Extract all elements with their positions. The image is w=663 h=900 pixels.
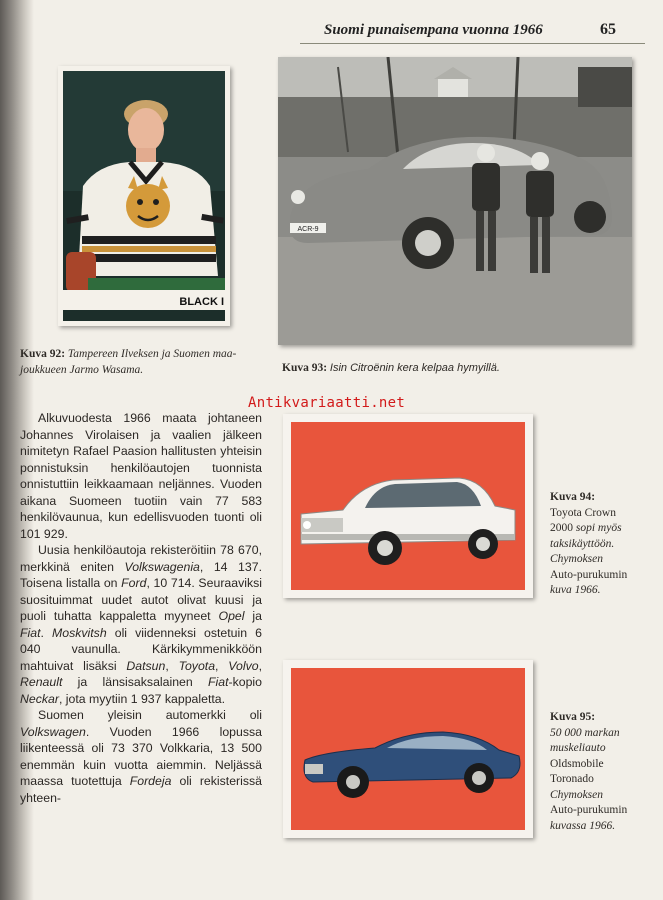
paragraph-2: Uusia henkilöautoja rekisteröitiin 78 670, merkkinä eniten Volkswagenia, 14 137. Toisena listalla on Ford, 10 714. Seuraaviksi suosituimmat uudet autot olivat kuusi ja puoli tuhatta kappaletta myyneet Opel ja Fiat. Moskvitsh oli viidenneksi ostetuin 6 040 vaunulla. Kärkikymmenikköön mahtuivat lisäksi Datsun, Toyota, Volvo, Renault ja länsisaksalainen Fiat-kopio Neckar, jota myytiin 1 937 kappaletta. [20,543,262,706]
caption-text: Isin Citroënin kera kelpaa hymyillä. [329,362,500,374]
license-plate: ACR-9 [297,226,319,233]
header-rule [300,43,645,44]
caption-kuva-93 [282,360,622,376]
body-text-column [20,410,262,806]
caption-label: Kuva 94: [550,491,596,503]
citroen-photo-illustration [278,57,632,345]
caption-kuva-92 [20,346,265,378]
card-toyota-crown [283,414,533,598]
caption-label: Kuva 93: [282,362,328,374]
caption-text: Tampereen Ilveksen ja Suomen maa-joukkueen Jarmo Wasama. [20,348,237,376]
caption-kuva-95: Kuva 95: 50 000 markan muskeliauto Oldsmobile Toronado Chymoksen Auto-purukumin kuvassa 1966. [550,710,650,834]
caption-label: Kuva 95: [550,711,596,723]
watermark-text: Antikvariaatti.net [248,395,406,411]
paragraph-3: Suomen yleisin automerkki oli Volkswagen. Vuoden 1966 lopussa liikenteessä oli 73 370 Volkkaria, 13 500 enemmän kuin vuotta aiemmin. Neljässä maassa tuotettuja Fordeja oli rekisterissä yhteen- [20,708,262,805]
hockey-player-illustration [58,66,230,326]
oldsmobile-toronado-illustration [283,660,533,838]
photo-hockey-player [58,66,230,326]
card-oldsmobile-toronado [283,660,533,838]
caption-label: Kuva 92: [20,348,66,360]
page-number: 65 [600,21,616,38]
running-title: Suomi punaisempana vuonna 1966 [324,22,543,38]
jersey-text: BLACK I [179,296,224,308]
photo-citroen-boys [278,57,632,345]
paragraph-1: Alkuvuodesta 1966 maata johtaneen Johannes Virolaisen ja vaalien jälkeen nimitetyn Rafael Paasion hallitusten yhteisin ponnistuksin henkilöautojen tuonnista onnistuttiin leikkaamaan neljännes. Vuoden aikana Suomeen tuotiin vain 77 583 henkilövaunua, kun edellisvuoden tuonti oli 101 929. [20,411,262,541]
caption-kuva-94: Kuva 94: Toyota Crown 2000 sopi myös taksikäyttöön. Chymoksen Auto-purukumin kuva 1966. [550,490,650,599]
toyota-crown-illustration [283,414,533,598]
